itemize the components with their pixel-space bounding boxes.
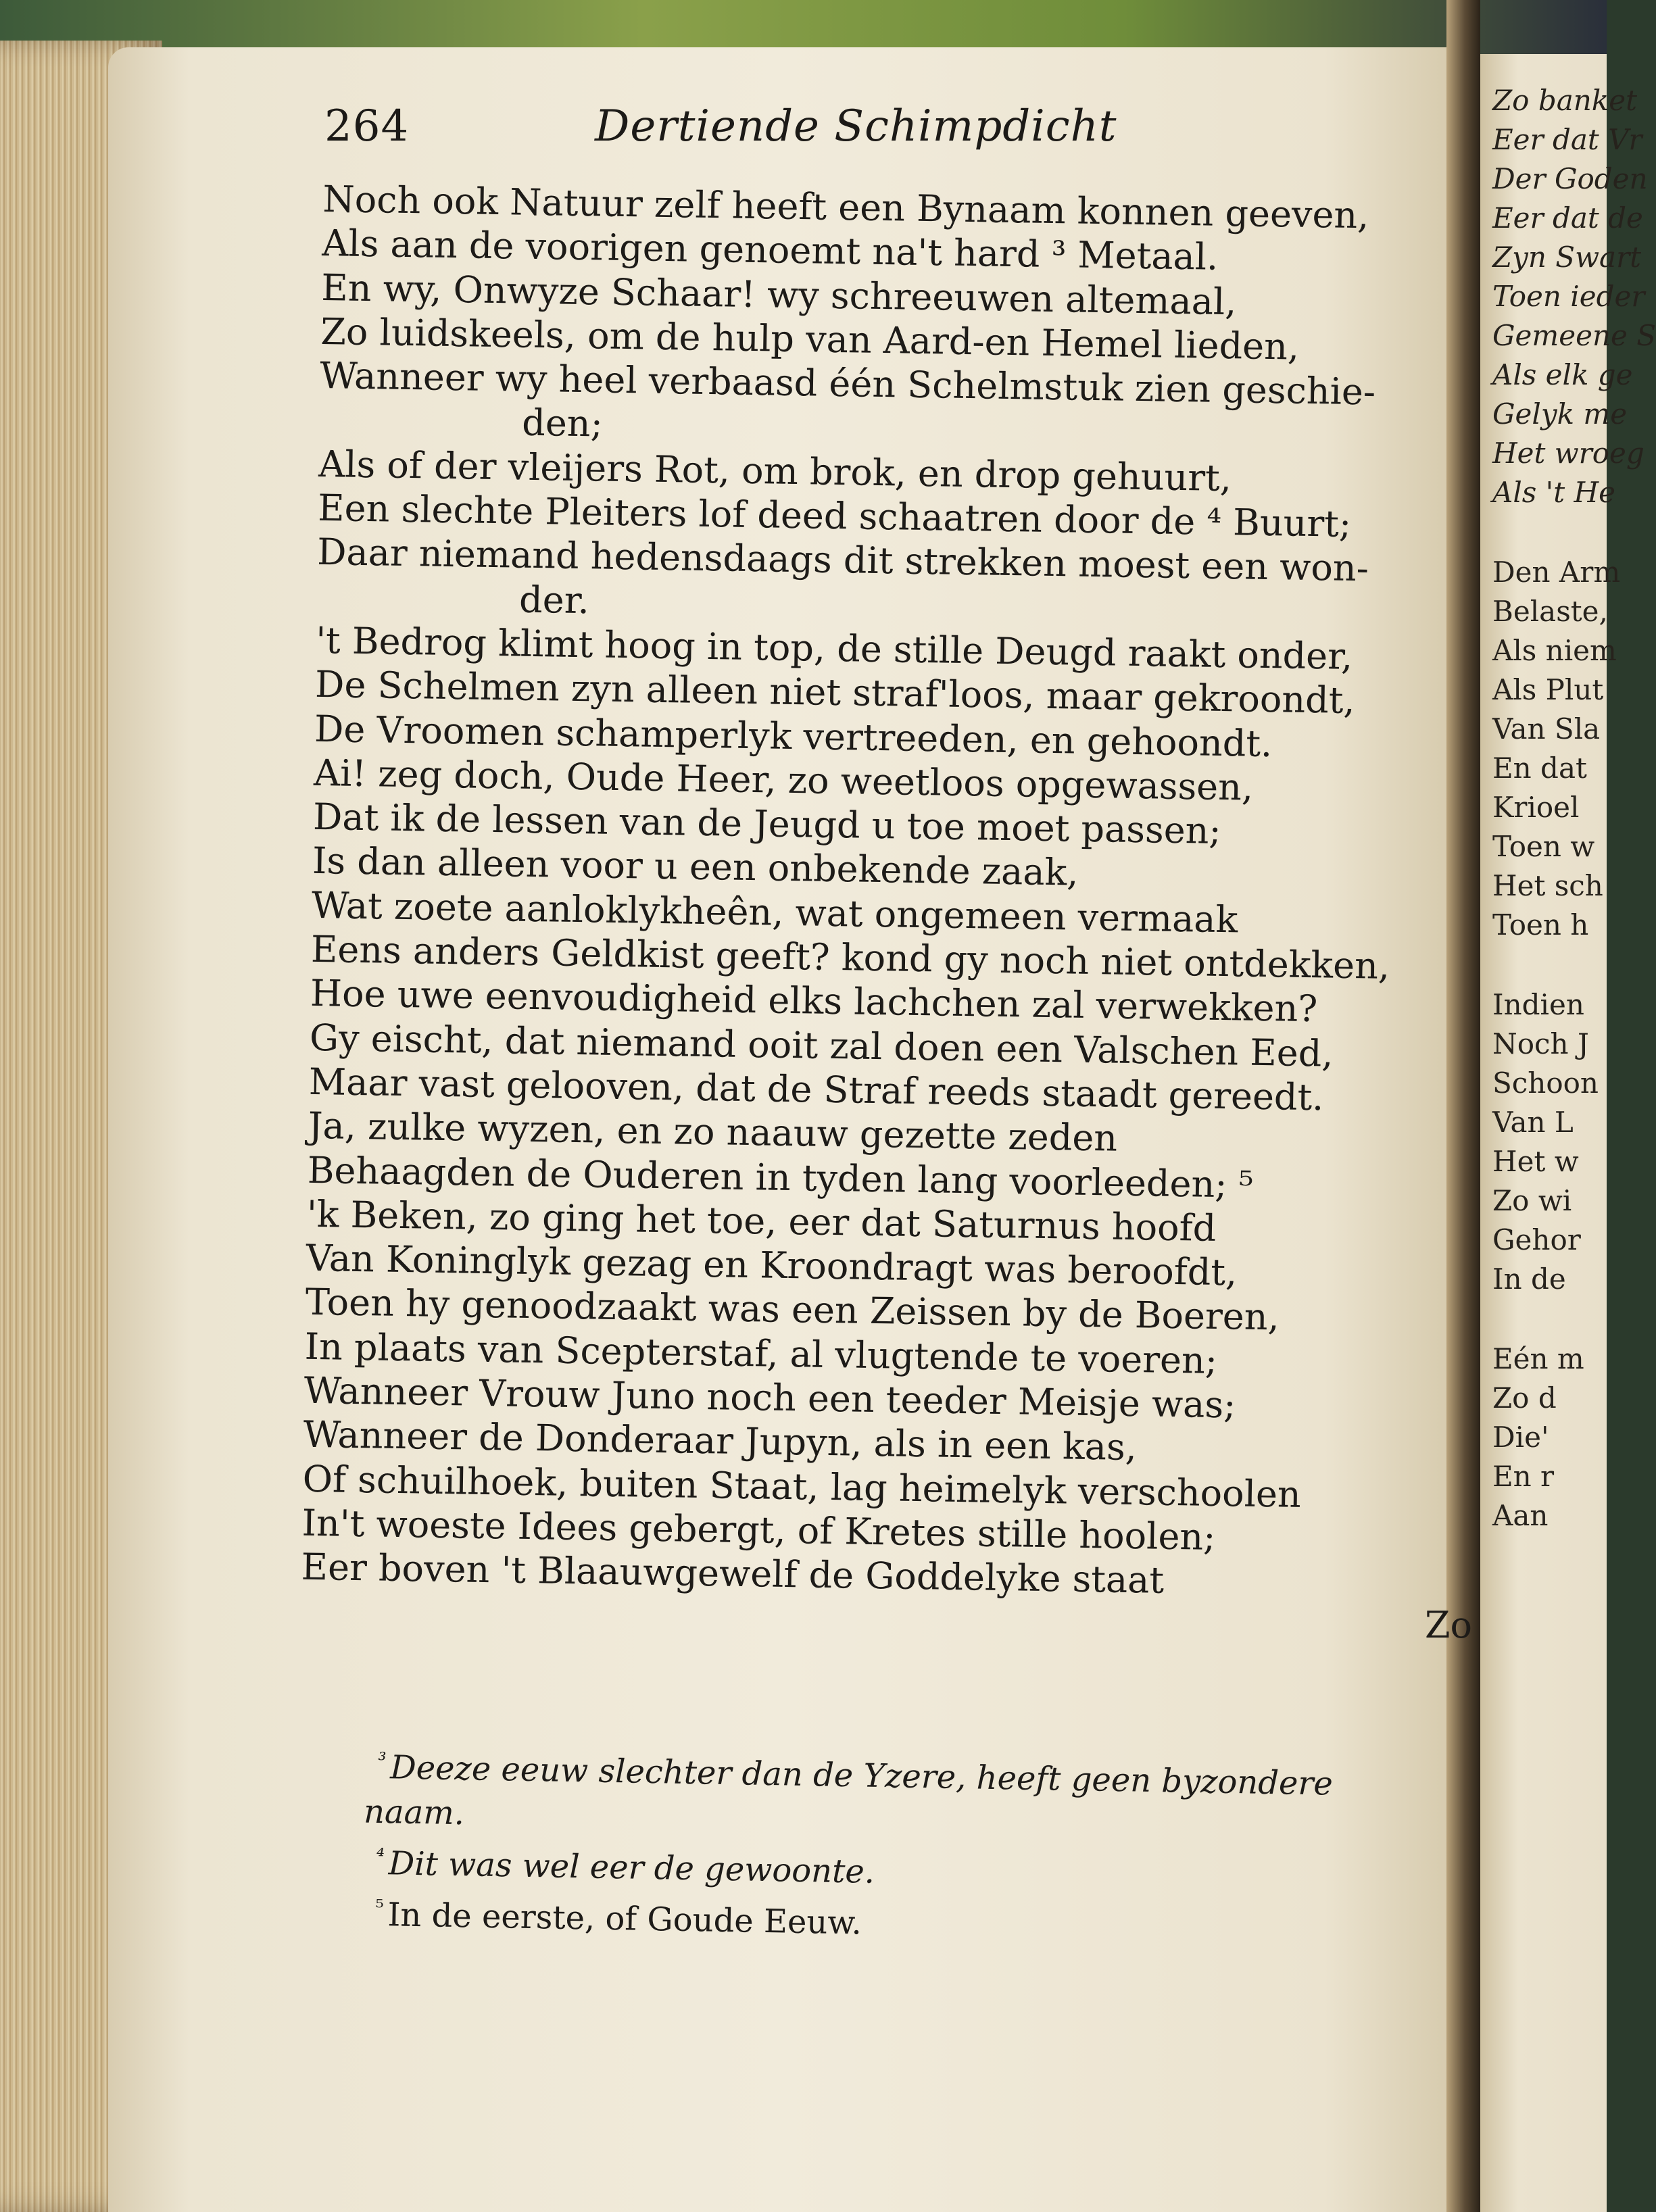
poem-line: Noch ook Natuur zelf heeft een Bynaam konnen geeven,	[322, 177, 1369, 237]
book-gutter	[1446, 0, 1480, 2212]
facing-page-line: Als 't He	[1492, 476, 1615, 509]
poem-line: Daar niemand hedensdaags dit strekken moest een won-	[316, 531, 1369, 590]
poem-line: Ja, zulke wyzen, en zo naauw gezette zeden	[308, 1104, 1118, 1160]
facing-page-line: Der Goden	[1492, 162, 1648, 195]
facing-page-line: Gehor	[1492, 1223, 1581, 1256]
facing-page-line: Schoon	[1492, 1066, 1599, 1100]
facing-page-line: Het w	[1492, 1145, 1579, 1178]
poem-line: Van Koninglyk gezag en Kroondragt was beroofdt,	[306, 1236, 1238, 1294]
poem-line: Hoe uwe eenvoudigheid elks lachchen zal verwekken?	[310, 972, 1318, 1031]
poem-line: Zo luidskeels, om de hulp van Aard-en Hemel lieden,	[320, 310, 1300, 368]
poem-line: Is dan alleen voor u een onbekende zaak,	[312, 839, 1079, 895]
poem-line: 'k Beken, zo ging het toe, eer dat Saturnus hoofd	[306, 1192, 1217, 1250]
poem-body	[301, 177, 1432, 1606]
facing-page-line: En dat	[1492, 752, 1587, 785]
poem-line: Eer boven 't Blaauwgewelf de Goddelyke staat	[301, 1545, 1165, 1602]
facing-page-line: Van L	[1492, 1106, 1574, 1139]
poem-line: Wanneer Vrouw Juno noch een teeder Meisje was;	[303, 1369, 1236, 1427]
poem-line: Wanneer wy heel verbaasd één Schelmstuk zien geschie-	[319, 354, 1376, 414]
facing-page-line: Belaste,	[1492, 595, 1608, 628]
facing-page-line: Het wroeg	[1492, 437, 1645, 470]
poem-line: Een slechte Pleiters lof deed schaatren door de ⁴ Buurt;	[317, 487, 1352, 546]
running-title: Dertiende Schimpdicht	[595, 101, 1117, 151]
poem-line: Wanneer de Donderaar Jupyn, als in een kas,	[303, 1413, 1138, 1469]
poem-line: Of schuilhoek, buiten Staat, lag heimelyk verschoolen	[302, 1457, 1302, 1516]
poem-line: De Schelmen zyn alleen niet straf'loos, maar gekroondt,	[314, 663, 1356, 722]
facing-page-line: In de	[1492, 1262, 1566, 1296]
poem-line: Dat ik de lessen van de Jeugd u toe moet passen;	[312, 795, 1222, 853]
facing-page-line: Eer dat Vr	[1492, 123, 1642, 156]
facing-page-line: Den Arm	[1492, 556, 1621, 589]
poem-line: In't woeste Idees gebergt, of Kretes stille hoolen;	[301, 1501, 1216, 1558]
facing-page-line: Gelyk me	[1492, 397, 1628, 431]
facing-page-line: Indien	[1492, 988, 1584, 1021]
facing-page-line: Eer dat de	[1492, 201, 1643, 235]
poem-line: Eens anders Geldkist geeft? kond gy noch niet ontdekken,	[310, 927, 1390, 987]
footnote-mark: ⁵	[375, 1895, 384, 1920]
footnote-mark: ⁴	[376, 1844, 385, 1869]
facing-page-line: Toen w	[1492, 830, 1595, 863]
facing-page-line: Krioel	[1492, 791, 1580, 824]
facing-page-line: Toen ieder	[1492, 280, 1645, 313]
poem-line: Wat zoete aanloklykheên, wat ongemeen vermaak	[311, 883, 1238, 941]
facing-page-line: Noch J	[1492, 1027, 1589, 1060]
poem-line: den;	[521, 401, 604, 446]
poem-line: Ai! zeg doch, Oude Heer, zo weetloos opgewassen,	[313, 751, 1254, 809]
facing-page-line: Zyn Swart	[1492, 241, 1642, 274]
poem-line: Gy eischt, dat niemand ooit zal doen een Valschen Eed,	[309, 1016, 1334, 1075]
catchword: Zo	[1425, 1604, 1473, 1646]
footnote-text: naam.	[363, 1792, 465, 1833]
facing-page-line: Zo banket	[1492, 84, 1637, 117]
facing-page-text	[1480, 81, 1656, 1535]
poem-line: En wy, Onwyze Schaar! wy schreeuwen altemaal,	[320, 266, 1237, 323]
poem-line: Als of der vleijers Rot, om brok, en drop gehuurt,	[318, 442, 1232, 499]
poem-line: Maar vast gelooven, dat de Straf reeds staadt gereedt.	[308, 1060, 1324, 1119]
poem-line: der.	[518, 578, 590, 622]
facing-page-line: Als niem	[1492, 634, 1617, 667]
poem-line: De Vroomen schamperlyk vertreeden, en gehoondt.	[314, 707, 1273, 765]
facing-page-line: Als elk ge	[1492, 358, 1633, 391]
facing-page-line: Zo d	[1492, 1381, 1557, 1415]
poem-line: 't Bedrog klimt hoog in top, de stille Deugd raakt onder,	[315, 618, 1353, 678]
facing-page-line: Die'	[1492, 1421, 1549, 1454]
poem-line: Toen hy genoodzaakt was een Zeissen by de Boeren,	[305, 1281, 1280, 1339]
facing-page-line: Aan	[1492, 1499, 1549, 1532]
poem-line: Behaagden de Ouderen in tyden lang voorleeden; ⁵	[307, 1148, 1254, 1206]
footnote-text: Deeze eeuw slechter dan de Yzere, heeft geen byzondere	[389, 1748, 1334, 1803]
facing-page-line: En r	[1492, 1460, 1555, 1493]
facing-page	[1480, 54, 1656, 2212]
facing-page-line: Zo wi	[1492, 1184, 1572, 1217]
poem-line: Als aan de voorigen genoemt na't hard ³ Metaal.	[321, 222, 1219, 279]
footnotes	[363, 1738, 1433, 1955]
footnote-mark: ³	[378, 1748, 387, 1773]
facing-page-line: Als Plut	[1492, 673, 1604, 706]
facing-page-line: Gemeene S	[1492, 319, 1656, 352]
facing-page-line: Eén m	[1492, 1342, 1584, 1375]
facing-page-line: Het sch	[1492, 869, 1603, 902]
page-number: 264	[324, 101, 410, 151]
facing-page-line: Toen h	[1492, 908, 1589, 941]
poem-line: In plaats van Scepterstaf, al vlugtende te voeren;	[304, 1325, 1218, 1382]
footnote-text: In de eerste, of Goude Eeuw.	[387, 1896, 862, 1942]
facing-page-line: Van Sla	[1492, 712, 1601, 745]
footnote-text: Dit was wel eer de gewoonte.	[388, 1844, 875, 1891]
